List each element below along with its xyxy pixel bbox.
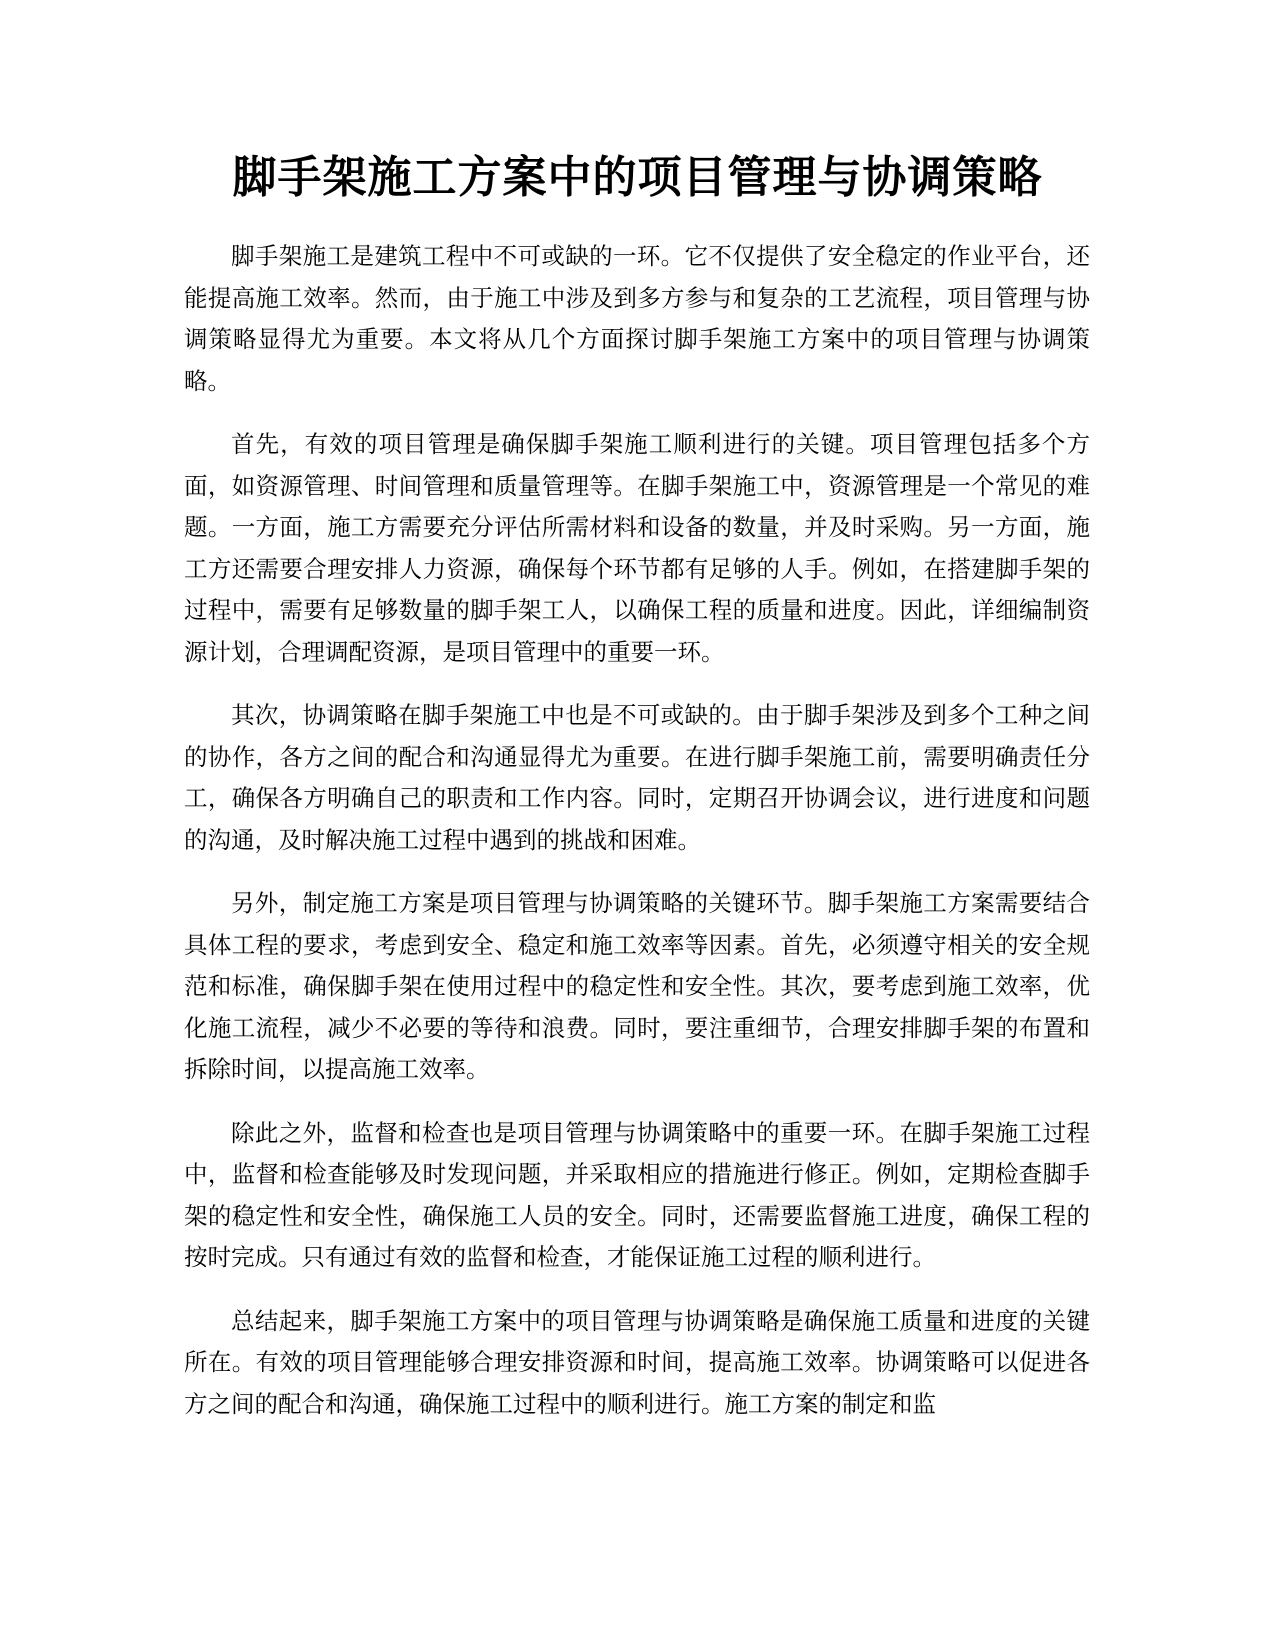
document-title: 脚手架施工方案中的项目管理与协调策略: [232, 152, 1043, 203]
paragraph-project-management: 首先，有效的项目管理是确保脚手架施工顺利进行的关键。项目管理包括多个方面，如资源管理、时间管理和质量管理等。在脚手架施工中，资源管理是一个常见的难题。一方面，施工方需要充分评估所需材料和设备的数量，并及时采购。另一方面，施工方还需要合理安排人力资源，确保每个环节都有足够的人手。例如，在搭建脚手架的过程中，需要有足够数量的脚手架工人，以确保工程的质量和进度。因此，详细编制资源计划，合理调配资源，是项目管理中的重要一环。: [184, 430, 1090, 666]
paragraph-supervision: 除此之外，监督和检查也是项目管理与协调策略中的重要一环。在脚手架施工过程中，监督和检查能够及时发现问题，并采取相应的措施进行修正。例如，定期检查脚手架的稳定性和安全性，确保施工人员的安全。同时，还需要监督施工进度，确保工程的按时完成。只有通过有效的监督和检查，才能保证施工过程的顺利进行。: [184, 1118, 1090, 1271]
paragraph-intro: 脚手架施工是建筑工程中不可或缺的一环。它不仅提供了安全稳定的作业平台，还能提高施工效率。然而，由于施工中涉及到多方参与和复杂的工艺流程，项目管理与协调策略显得尤为重要。本文将从几个方面探讨脚手架施工方案中的项目管理与协调策略。: [184, 242, 1090, 395]
paragraph-summary: 总结起来，脚手架施工方案中的项目管理与协调策略是确保施工质量和进度的关键所在。有效的项目管理能够合理安排资源和时间，提高施工效率。协调策略可以促进各方之间的配合和沟通，确保施工过程中的顺利进行。施工方案的制定和监: [184, 1306, 1090, 1418]
paragraph-construction-plan: 另外，制定施工方案是项目管理与协调策略的关键环节。脚手架施工方案需要结合具体工程的要求，考虑到安全、稳定和施工效率等因素。首先，必须遵守相关的安全规范和标准，确保脚手架在使用过程中的稳定性和安全性。其次，要考虑到施工效率，优化施工流程，减少不必要的等待和浪费。同时，要注重细节，合理安排脚手架的布置和拆除时间，以提高施工效率。: [184, 889, 1090, 1083]
paragraph-coordination: 其次，协调策略在脚手架施工中也是不可或缺的。由于脚手架涉及到多个工种之间的协作，各方之间的配合和沟通显得尤为重要。在进行脚手架施工前，需要明确责任分工，确保各方明确自己的职责和工作内容。同时，定期召开协调会议，进行进度和问题的沟通，及时解决施工过程中遇到的挑战和困难。: [184, 701, 1090, 854]
document-body: [184, 236, 1090, 1447]
